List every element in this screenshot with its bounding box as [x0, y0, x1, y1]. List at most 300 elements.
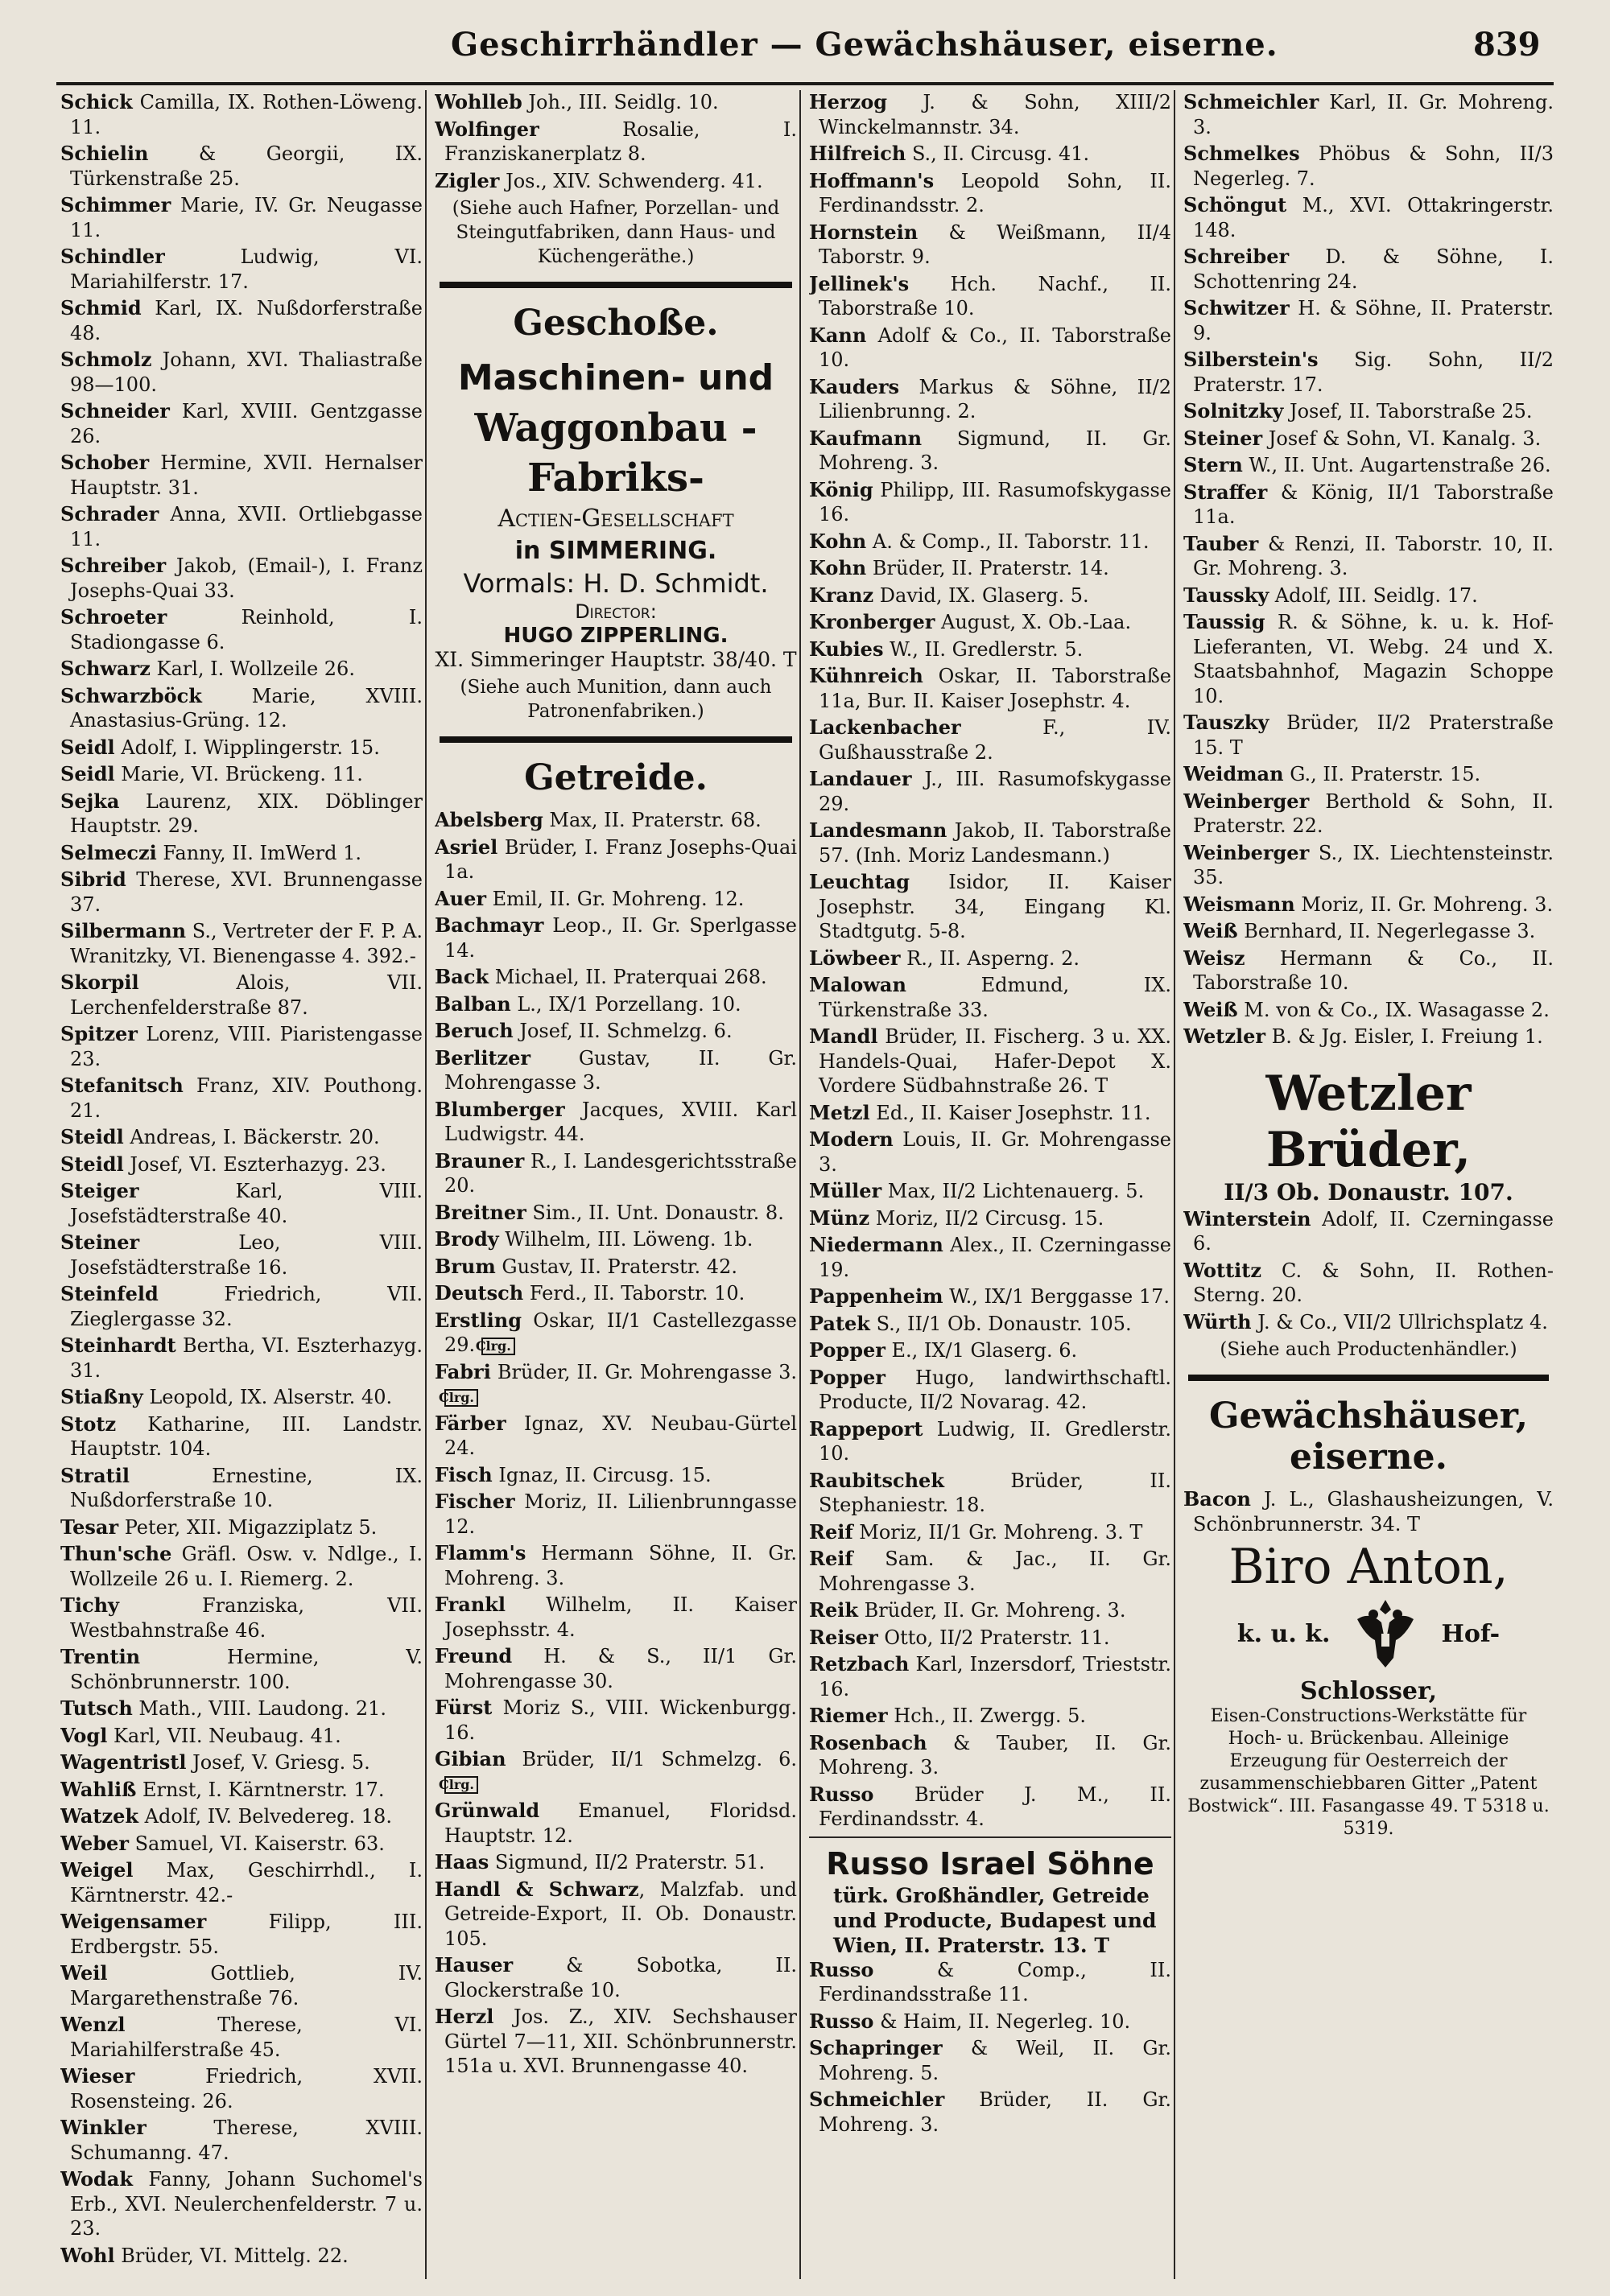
entry-name: Flamm's	[435, 1541, 526, 1564]
directory-entry	[435, 992, 797, 1017]
directory-entry	[809, 90, 1171, 139]
entry-name: Steinhardt	[60, 1333, 176, 1357]
directory-entry	[1183, 532, 1554, 581]
entry-name: Weidman	[1183, 762, 1284, 785]
directory-entry	[435, 808, 797, 833]
directory-entry	[809, 142, 1171, 167]
entry-name: Weber	[60, 1831, 129, 1855]
directory-entry	[60, 451, 423, 500]
entry-name: Schwarzböck	[60, 683, 202, 707]
directory-entry	[60, 2116, 423, 2165]
directory-entry	[1183, 142, 1554, 191]
entry-text: Friedrich, XVII. Rosensteing. 26.	[70, 2065, 423, 2113]
entry-text: S., II. Circusg. 41.	[906, 142, 1090, 165]
directory-entry	[435, 887, 797, 912]
entry-text: Jacques, XVIII. Karl Ludwigstr. 44.	[444, 1098, 797, 1145]
header-rule	[56, 82, 1554, 85]
entry-text: Max, Geschirrhdl., I. Kärntnerstr. 42.-	[70, 1859, 423, 1906]
entry-text: Leo, VIII. Josefstädterstraße 16.	[70, 1231, 423, 1279]
directory-entry	[435, 1201, 797, 1226]
directory-entry	[435, 1953, 797, 2002]
entry-text: Karl, VIII. Josefstädterstraße 40.	[70, 1180, 423, 1227]
entry-list	[1183, 1487, 1554, 1536]
directory-entry	[809, 427, 1171, 476]
entry-name: Tutsch	[60, 1696, 133, 1720]
directory-entry	[60, 762, 423, 787]
entry-text: & König, II/1 Taborstraße 11a.	[1193, 480, 1554, 528]
directory-entry	[435, 1490, 797, 1539]
directory-entry	[60, 1778, 423, 1803]
entry-name: Weigel	[60, 1858, 134, 1882]
entry-text: Brüder, II. Praterstr. 14.	[866, 557, 1109, 579]
entry-name: Wagentristl	[60, 1750, 187, 1774]
entry-name: Mandl	[809, 1024, 878, 1048]
entry-name: Frankl	[435, 1593, 506, 1616]
directory-entry	[809, 715, 1171, 765]
entry-text: Wilhelm, II. Kaiser Josephsstr. 4.	[444, 1593, 797, 1641]
entry-name: Schapringer	[809, 2036, 943, 2059]
entry-name: Wottitz	[1183, 1258, 1262, 1282]
entry-name: Schmolz	[60, 348, 152, 371]
directory-entry	[435, 1463, 797, 1488]
entry-text: Karl, I. Wollzeile 26.	[150, 657, 355, 680]
entry-text: Ernestine, IX. Nußdorferstraße 10.	[70, 1464, 423, 1511]
directory-entry	[1183, 193, 1554, 242]
entry-name: Stefanitsch	[60, 1074, 184, 1097]
entry-name: Tesar	[60, 1515, 119, 1539]
directory-entry	[809, 1206, 1171, 1231]
directory-entry	[60, 1724, 423, 1749]
entry-text: W., II. Unt. Augartenstraße 26.	[1242, 454, 1551, 476]
directory-entry	[809, 1024, 1171, 1099]
directory-entry	[809, 610, 1171, 635]
ad-line: XI. Simmeringer Hauptstr. 38/40. T	[435, 648, 797, 671]
directory-entry	[60, 971, 423, 1020]
entry-text: , Malzfab. und Getreide-Export, II. Ob. Donaustr. 105.	[444, 1878, 797, 1950]
ad-heading: Wetzler Brüder,	[1265, 1065, 1472, 1178]
entry-text: R., I. Landesgerichtsstraße 20.	[444, 1149, 797, 1197]
entry-name: Hauser	[435, 1953, 514, 1977]
directory-entry	[60, 1464, 423, 1513]
entry-text: L., IX/1 Porzellang. 10.	[510, 992, 741, 1016]
entry-name: Schrader	[60, 502, 159, 526]
entry-text: Moriz, II/2 Circusg. 15.	[869, 1206, 1104, 1230]
entry-text: Karl, II. Gr. Mohreng. 3.	[1193, 91, 1554, 138]
directory-entry	[809, 1652, 1171, 1701]
entry-text: Karl, Inzersdorf, Trieststr. 16.	[819, 1653, 1171, 1700]
directory-entry	[60, 684, 423, 733]
directory-entry	[60, 1282, 423, 1331]
entry-text: Therese, XVIII. Schumanng. 47.	[70, 2117, 423, 2164]
entry-text: Moriz, II. Lilienbrunngasse 12.	[444, 1490, 797, 1538]
entry-text: G., II. Praterstr. 15.	[1283, 763, 1481, 785]
directory-entry	[60, 193, 423, 242]
directory-entry	[60, 554, 423, 603]
entry-text: Wilhelm, III. Löweng. 1b.	[498, 1228, 753, 1251]
entry-name: Brum	[435, 1254, 496, 1278]
entry-name: Steidl	[60, 1152, 124, 1176]
entry-name: Weinberger	[1183, 840, 1310, 864]
directory-entry	[60, 1125, 423, 1150]
entry-text: Marie, VI. Brückeng. 11.	[114, 763, 363, 785]
entry-name: Kohn	[809, 529, 867, 553]
entry-text: Ferd., II. Taborstr. 10.	[523, 1282, 745, 1305]
directory-entry	[1183, 610, 1554, 708]
entry-name: Hoffmann's	[809, 168, 935, 192]
entry-text: A. & Comp., II. Taborstr. 11.	[866, 530, 1150, 553]
entry-name: Russo	[809, 1782, 874, 1806]
entry-name: Landauer	[809, 767, 912, 790]
entry-name: Steinfeld	[60, 1282, 159, 1305]
entry-text: Hugo, landwirthschaftl. Producte, II/2 Novarag. 42.	[819, 1366, 1171, 1413]
entry-text: Camilla, IX. Rothen-Löweng. 11.	[70, 91, 423, 138]
entry-text: Math., VIII. Laudong. 21.	[132, 1697, 387, 1720]
ad-line: HUGO ZIPPERLING.	[503, 624, 729, 648]
entry-name: Stiaßny	[60, 1385, 143, 1408]
directory-entry	[435, 1098, 797, 1147]
entry-name: Selmeczi	[60, 840, 157, 864]
directory-entry	[60, 1750, 423, 1775]
directory-entry	[435, 835, 797, 884]
entry-name: Thun'sche	[60, 1542, 172, 1565]
entry-name: Breitner	[435, 1200, 526, 1224]
entry-name: Deutsch	[435, 1281, 524, 1305]
directory-entry	[60, 1022, 423, 1071]
see-also-note: (Siehe auch Hafner, Porzellan- und Steingutfabriken, dann Haus- und Küchengeräthe.)	[452, 198, 780, 267]
directory-entry	[60, 245, 423, 294]
entry-name: Gibian	[435, 1747, 506, 1770]
entry-name: Solnitzky	[1183, 399, 1284, 423]
directory-entry	[809, 530, 1171, 554]
directory-entry	[809, 1598, 1171, 1623]
column-1	[60, 90, 423, 2279]
entry-name: Kubies	[809, 637, 884, 661]
directory-entry	[60, 1412, 423, 1461]
page-title: Geschirrhändler — Gewächshäuser, eiserne.	[451, 26, 1278, 64]
directory-entry	[1183, 1259, 1554, 1308]
entry-text: & Weil, II. Gr. Mohreng. 5.	[819, 2037, 1171, 2084]
entry-name: Watzek	[60, 1804, 139, 1828]
directory-entry	[60, 657, 423, 682]
entry-name: Stotz	[60, 1412, 117, 1436]
directory-entry	[435, 1696, 797, 1745]
entry-name: Weigensamer	[60, 1910, 207, 1933]
section-rule	[440, 282, 792, 288]
entry-text: W., II. Gredlerstr. 5.	[883, 637, 1084, 661]
entry-text: Johann, XVI. Thaliastraße 98—100.	[70, 348, 423, 396]
entry-name: Patek	[809, 1311, 870, 1335]
entry-text: Ludwig, VI. Mariahilferstr. 17.	[70, 245, 423, 293]
directory-entry	[809, 1783, 1171, 1832]
entry-text: Phöbus & Sohn, II/3 Negerleg. 7.	[1193, 142, 1554, 190]
entry-text: Fanny, Johann Suchomel's Erb., XVI. Neulerchenfelderstr. 7 u. 23.	[70, 2168, 423, 2240]
entry-text: & Weißmann, II/4 Taborstr. 9.	[819, 221, 1171, 268]
entry-name: Sejka	[60, 789, 120, 813]
entry-text: Adolf & Co., II. Taborstraße 10.	[819, 324, 1171, 371]
entry-name: Fabri	[435, 1359, 491, 1383]
entry-text: B. & Jg. Eisler, I. Freiung 1.	[1265, 1025, 1543, 1048]
entry-text: R. & Söhne, k. u. k. Hof-Lieferanten, VI. Webg. 24 und X. Staatsbahnhof, Magazin Schoppe 10.	[1193, 611, 1554, 707]
entry-name: Wodak	[60, 2167, 133, 2191]
ad-line: Maschinen- und	[457, 357, 774, 398]
entry-name: Schmid	[60, 296, 142, 319]
directory-entry	[1183, 427, 1554, 451]
entry-name: Vogl	[60, 1723, 108, 1747]
entry-list	[809, 90, 1171, 1832]
entry-text: Gustav, II. Gr. Mohrengasse 3.	[444, 1046, 797, 1094]
entry-text: Josef, VI. Eszterhazyg. 23.	[123, 1152, 386, 1176]
entry-text: Filipp, III. Erdbergstr. 55.	[70, 1911, 423, 1958]
directory-entry	[435, 1281, 797, 1306]
entry-list	[435, 808, 797, 2079]
entry-name: Seidl	[60, 762, 115, 785]
advertisement-wetzler	[1183, 1066, 1554, 1207]
entry-name: Wahliß	[60, 1777, 137, 1801]
entry-name: Kronberger	[809, 610, 935, 633]
entry-text: Jakob, (Email-), I. Franz Josephs-Quai 33.	[70, 554, 423, 602]
directory-entry	[1183, 762, 1554, 787]
entry-text: Jos. Z., XIV. Sechshauser Gürtel 7—11, XII. Schönbrunnerstr. 151a u. XVI. Brunnengasse 40.	[444, 2005, 797, 2077]
entry-name: Schneider	[60, 399, 170, 423]
entry-name: Steiger	[60, 1179, 139, 1202]
directory-entry	[60, 502, 423, 551]
directory-entry	[809, 637, 1171, 662]
entry-name: Schwitzer	[1183, 296, 1290, 319]
entry-text: Ignaz, XV. Neubau-Gürtel 24.	[444, 1412, 797, 1459]
entry-name: Schick	[60, 90, 133, 113]
directory-entry	[809, 1338, 1171, 1363]
entry-text: Adolf, II. Czerningasse 6.	[1193, 1207, 1554, 1255]
entry-text: Hermine, XVII. Hernalser Hauptstr. 31.	[70, 451, 423, 499]
entry-text: Brüder, II. Stephaniestr. 18.	[819, 1469, 1171, 1516]
entry-text: Hermine, V. Schönbrunnerstr. 100.	[70, 1646, 423, 1693]
directory-entry	[1183, 296, 1554, 345]
entry-text: Ernst, I. Kärntnerstr. 17.	[136, 1778, 385, 1801]
ad-line: Actien-Gesellschaft	[497, 505, 734, 533]
entry-name: Schmeichler	[809, 2088, 945, 2111]
entry-name: Russo	[809, 1957, 874, 1981]
directory-entry	[60, 1858, 423, 1907]
entry-name: Schober	[60, 451, 150, 474]
entry-text: Brüder J. M., II. Ferdinandsstr. 4.	[819, 1783, 1171, 1830]
directory-entry	[60, 348, 423, 397]
directory-entry	[1183, 348, 1554, 397]
entry-text: Sig. Sohn, II/2 Praterstr. 17.	[1193, 348, 1554, 396]
clearing-tag: Clrg.	[481, 1338, 515, 1355]
entry-text: Friedrich, VII. Zieglergasse 32.	[70, 1283, 423, 1330]
entry-name: Spitzer	[60, 1022, 138, 1045]
entry-name: Popper	[809, 1338, 886, 1362]
entry-name: Schwarz	[60, 657, 151, 680]
entry-text: Joh., III. Seidlg. 10.	[522, 91, 719, 113]
entry-text: Karl, VII. Neubaug. 41.	[107, 1724, 341, 1747]
entry-name: König	[809, 477, 873, 501]
page-header	[0, 18, 1610, 90]
directory-entry	[60, 919, 423, 968]
entry-name: Modern	[809, 1127, 894, 1151]
entry-name: Kauders	[809, 374, 900, 398]
entry-text: Brüder, II. Fischerg. 3 u. XX. Handels-Quai, Hafer-Depot X. Vordere Südbahnstraße 26. T	[819, 1025, 1171, 1097]
entry-name: Seidl	[60, 735, 115, 759]
entry-text: Therese, XVI. Brunnengasse 37.	[70, 868, 423, 916]
entry-name: Taussky	[1183, 583, 1269, 607]
entry-name: Steiner	[60, 1230, 140, 1254]
entry-text: Jos., XIV. Schwenderg. 41.	[499, 169, 763, 192]
entry-name: Rosenbach	[809, 1730, 927, 1754]
directory-entry	[809, 2088, 1171, 2137]
directory-entry	[60, 1832, 423, 1857]
entry-name: Winkler	[60, 2116, 147, 2139]
ad-line: Waggonbau - Fabriks-	[474, 406, 758, 501]
directory-entry	[60, 142, 423, 191]
directory-entry	[435, 1149, 797, 1198]
entry-text: Josef, V. Griesg. 5.	[186, 1751, 370, 1774]
entry-name: Taussig	[1183, 610, 1265, 633]
entry-text: Adolf, III. Seidlg. 17.	[1269, 583, 1478, 607]
entry-text: Isidor, II. Kaiser Josephstr. 34, Eingang Kl. Stadtgutg. 5-8.	[819, 871, 1171, 942]
entry-text: Hch. Nachf., II. Taborstraße 10.	[819, 272, 1171, 319]
directory-entry	[435, 169, 797, 194]
entry-name: Lackenbacher	[809, 715, 961, 739]
see-also-note: (Siehe auch Munition, dann auch Patronenfabriken.)	[460, 677, 772, 722]
directory-entry	[60, 841, 423, 866]
directory-entry	[809, 1520, 1171, 1545]
entry-text: R., II. Asperng. 2.	[900, 946, 1080, 970]
entry-text: Emanuel, Floridsd. Hauptstr. 12.	[444, 1799, 797, 1847]
section-title-eiserne: eiserne.	[1290, 1437, 1447, 1478]
entry-text: Hermann Söhne, II. Gr. Mohreng. 3.	[444, 1542, 797, 1589]
entry-text: Adolf, I. Wipplingerstr. 15.	[114, 736, 380, 759]
ad-line: Vormals: H. D. Schmidt.	[463, 568, 769, 599]
directory-entry	[809, 1417, 1171, 1466]
entry-name: Fisch	[435, 1462, 493, 1486]
directory-entry	[809, 272, 1171, 321]
directory-entry	[435, 1309, 797, 1358]
entry-name: Tauber	[1183, 531, 1259, 555]
directory-entry	[809, 1127, 1171, 1177]
entry-text: Therese, VI. Mariahilferstraße 45.	[70, 2014, 423, 2061]
entry-name: Asriel	[435, 835, 498, 859]
directory-entry	[809, 664, 1171, 713]
entry-name: Wohlleb	[435, 90, 522, 113]
entry-text: Samuel, VI. Kaiserstr. 63.	[128, 1832, 385, 1855]
entry-text: H. & Söhne, II. Praterstr. 9.	[1193, 297, 1554, 344]
entry-text: Alex., II. Czerningasse 19.	[819, 1234, 1171, 1281]
entry-text: Moriz, II/1 Gr. Mohreng. 3. T	[852, 1520, 1143, 1544]
directory-entry	[60, 1961, 423, 2010]
entry-text: Josef, II. Schmelzg. 6.	[513, 1020, 733, 1042]
entry-name: Tauszky	[1183, 711, 1269, 734]
entry-name: Rappeport	[809, 1416, 923, 1441]
entry-name: Raubitschek	[809, 1468, 944, 1492]
entry-text: Ignaz, II. Circusg. 15.	[492, 1463, 712, 1486]
entry-name: Abelsberg	[435, 808, 543, 831]
entry-name: Weismann	[1183, 892, 1295, 916]
entry-text: Karl, XVIII. Gentzgasse 26.	[70, 400, 423, 447]
directory-entry	[809, 870, 1171, 944]
directory-entry	[809, 1626, 1171, 1651]
directory-entry	[60, 1804, 423, 1829]
directory-entry	[809, 169, 1171, 218]
column-3	[809, 90, 1171, 2279]
directory-entry	[1183, 399, 1554, 424]
entry-text: Ed., II. Kaiser Josephstr. 11.	[869, 1101, 1151, 1124]
entry-text: Leop., II. Gr. Sperlgasse 14.	[444, 914, 797, 962]
directory-entry	[435, 1850, 797, 1875]
advertisement-simmering	[435, 353, 797, 672]
directory-entry	[60, 2167, 423, 2241]
directory-entry	[1183, 919, 1554, 944]
entry-text: Moriz S., VIII. Wickenburgg. 16.	[444, 1696, 797, 1744]
column-divider	[799, 90, 801, 2279]
entry-text: Brüder, II. Gr. Mohrengasse 3.	[490, 1360, 797, 1383]
directory-entry	[809, 1704, 1171, 1729]
section-title-geschosse: Geschoße.	[513, 303, 719, 344]
entry-text: W., IX/1 Berggasse 17.	[943, 1285, 1170, 1308]
directory-entry	[1183, 892, 1554, 917]
entry-text: Rosalie, I. Franziskanerplatz 8.	[444, 117, 797, 165]
page-number: 839	[1473, 26, 1541, 64]
entry-text: Brüder, II. Gr. Mohreng. 3.	[857, 1599, 1126, 1622]
entry-text: Brüder, VI. Mittelg. 22.	[114, 2244, 349, 2267]
directory-entry	[60, 1385, 423, 1410]
entry-text: & Haim, II. Negerleg. 10.	[873, 2010, 1131, 2033]
entry-text: Peter, XII. Migazziplatz 5.	[118, 1515, 378, 1539]
directory-entry	[60, 1542, 423, 1591]
entry-text: Markus & Söhne, II/2 Lilienbrunng. 2.	[819, 375, 1171, 423]
entry-text: J., III. Rasumofskygasse 29.	[819, 768, 1171, 815]
entry-text: Karl, IX. Nußdorferstraße 48.	[70, 297, 423, 344]
directory-entry	[809, 375, 1171, 424]
directory-entry	[60, 1696, 423, 1721]
entry-text: Ludwig, II. Gredlerstr. 10.	[819, 1417, 1171, 1465]
directory-entry	[1183, 480, 1554, 530]
entry-text: Jakob, II. Taborstraße 57. (Inh. Moriz Landesmann.)	[819, 819, 1171, 867]
entry-text: Lorenz, VIII. Piaristengasse 23.	[70, 1023, 423, 1070]
advertisement-russo	[809, 1836, 1171, 1958]
entry-name: Haas	[435, 1850, 489, 1873]
directory-entry	[60, 789, 423, 839]
entry-text: Leopold Sohn, II. Ferdinandsstr. 2.	[819, 169, 1171, 216]
entry-text: & Tauber, II. Gr. Mohreng. 3.	[819, 1731, 1171, 1779]
entry-name: Schreiber	[1183, 245, 1290, 268]
entry-text: Hch., II. Zwergg. 5.	[887, 1704, 1086, 1727]
directory-entry	[809, 818, 1171, 868]
entry-name: Steidl	[60, 1125, 124, 1148]
entry-name: Färber	[435, 1411, 506, 1435]
directory-entry	[435, 1227, 797, 1252]
directory-entry	[60, 399, 423, 448]
entry-name: Herzog	[809, 90, 888, 113]
entry-text: J. & Sohn, XIII/2 Winckelmannstr. 34.	[819, 91, 1171, 138]
entry-text: E., IX/1 Glaserg. 6.	[885, 1339, 1078, 1362]
entry-text: & Georgii, IX. Türkenstraße 25.	[70, 142, 423, 190]
entry-name: Wohl	[60, 2243, 115, 2267]
entry-list	[1183, 90, 1554, 1049]
clearing-tag: Clrg.	[444, 1776, 478, 1794]
entry-name: Popper	[809, 1365, 886, 1389]
directory-entry	[1183, 583, 1554, 608]
directory-entry	[809, 1958, 1171, 2007]
directory-entry	[809, 1547, 1171, 1596]
entry-text: Brüder, I. Franz Josephs-Quai 1a.	[444, 835, 797, 883]
entry-name: Grünwald	[435, 1799, 540, 1822]
entry-name: Silbermann	[60, 919, 187, 942]
directory-entry	[809, 2036, 1171, 2085]
entry-text: & Renzi, II. Taborstr. 10, II. Gr. Mohreng. 3.	[1193, 532, 1554, 579]
directory-entry	[60, 605, 423, 654]
entry-name: Auer	[435, 886, 486, 910]
